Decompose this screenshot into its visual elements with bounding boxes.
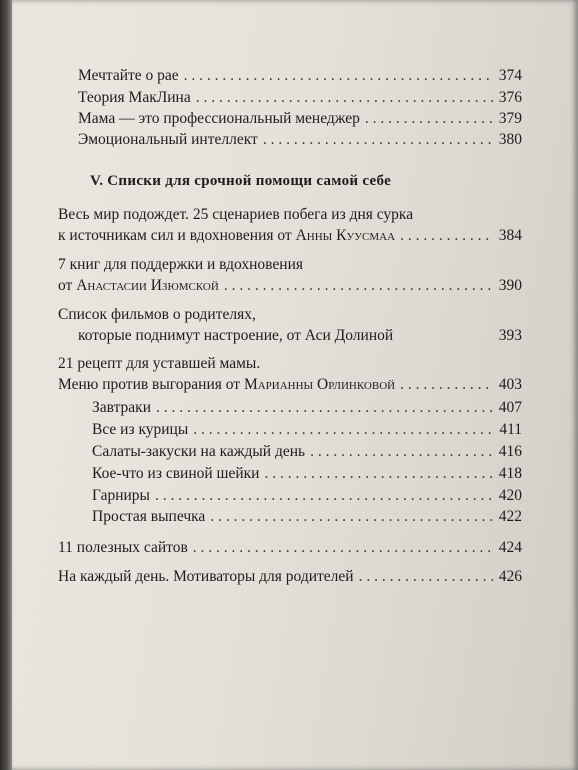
toc-entry-page: 376 [498,89,522,106]
toc-entry-title: которые поднимут настроение, от Аси Долиной [78,327,394,344]
toc-entry[interactable] [78,130,522,150]
toc-subentry[interactable] [92,442,522,462]
leader-dots [263,130,494,150]
leader-dots [193,538,494,558]
toc-entry-title [58,276,219,296]
toc-entry-title: Теория МакЛина [78,89,191,106]
toc-subentry[interactable] [92,507,522,527]
toc-entry-page: 426 [498,568,522,585]
toc-entry[interactable] [58,226,522,246]
toc-entry[interactable] [58,538,522,558]
toc-entry-page: 418 [498,465,522,482]
leader-dots [193,420,494,440]
toc-entry[interactable] [58,567,522,587]
leader-dots [184,66,494,86]
toc-entry-page: 393 [498,327,522,344]
toc-entry[interactable] [78,326,522,346]
toc-entry-page: 384 [498,227,522,244]
toc-entry-page: 424 [498,539,522,556]
toc-entry-page: 380 [498,131,522,148]
leader-dots [365,109,494,129]
toc-entry-title: 11 полезных сайтов [58,539,188,556]
toc-subentry[interactable] [92,464,522,484]
title-text: от [58,277,77,294]
toc-entry-title-line1: 7 книг для поддержки и вдохновения [58,256,303,273]
toc-subentry[interactable] [92,486,522,506]
leader-dots [400,375,494,395]
toc-entry[interactable] [58,375,522,395]
section-heading: V. Списки для срочной помощи самой себе [90,173,392,189]
leader-dots [210,507,493,527]
toc-entry[interactable] [78,109,522,129]
leader-dots [310,442,494,462]
toc-entry-title-line1: 21 рецепт для уставшей мамы. [58,355,261,372]
author-name: Анастасии Изюмской [76,277,219,294]
title-text: к источникам сил и вдохновения от [58,227,296,244]
toc-entry-title-line1: Весь мир подождет. 25 сценариев побега из дня сурка [58,206,414,223]
toc-entry-title: Эмоциональный интеллект [78,131,258,148]
leader-dots [196,88,494,108]
toc-subentry[interactable] [92,398,522,418]
leader-dots [224,276,494,296]
leader-dots [155,486,494,506]
toc-entry-page: 374 [498,67,522,84]
toc-entry-page: 420 [498,487,522,504]
toc-entry-title [58,226,395,246]
book-page [12,0,578,770]
toc-entry-title: Завтраки [92,399,151,416]
toc-entry-page: 416 [498,443,522,460]
toc-entry-title: Мама — это профессиональный менеджер [78,110,360,127]
toc-entry[interactable] [78,88,522,108]
toc-entry-title: Все из курицы [92,421,189,438]
leader-dots [359,567,494,587]
author-name: Анны Куусмаа [295,227,396,244]
toc-entry-page: 379 [498,110,522,127]
book-spine-shadow [0,0,12,770]
toc-entry-title: Салаты-закуски на каждый день [92,443,306,460]
table-of-contents [12,0,578,770]
author-name: Марианны Орлинковой [243,376,396,393]
toc-entry[interactable] [58,276,522,296]
toc-entry-title: На каждый день. Мотиваторы для родителей [58,568,354,585]
toc-entry-page: 403 [498,376,522,393]
toc-entry-title: Гарниры [92,487,150,504]
leader-dots [264,464,493,484]
toc-entry-page: 407 [498,399,522,416]
toc-subentry[interactable] [92,420,522,440]
title-text: Меню против выгорания от [58,376,244,393]
toc-entry-title-line1: Список фильмов о родителях, [58,306,256,323]
toc-entry-page: 422 [498,508,522,525]
leader-dots [156,398,494,418]
toc-entry-page: 390 [498,277,522,294]
toc-entry-page: 411 [499,421,522,438]
toc-entry-title: Мечтайте о рае [78,67,179,84]
leader-dots [400,226,494,246]
toc-entry-title [58,375,395,395]
toc-entry-title: Простая выпечка [92,508,206,525]
toc-entry-title: Кое-что из свиной шейки [92,465,260,482]
toc-entry[interactable] [78,66,522,86]
